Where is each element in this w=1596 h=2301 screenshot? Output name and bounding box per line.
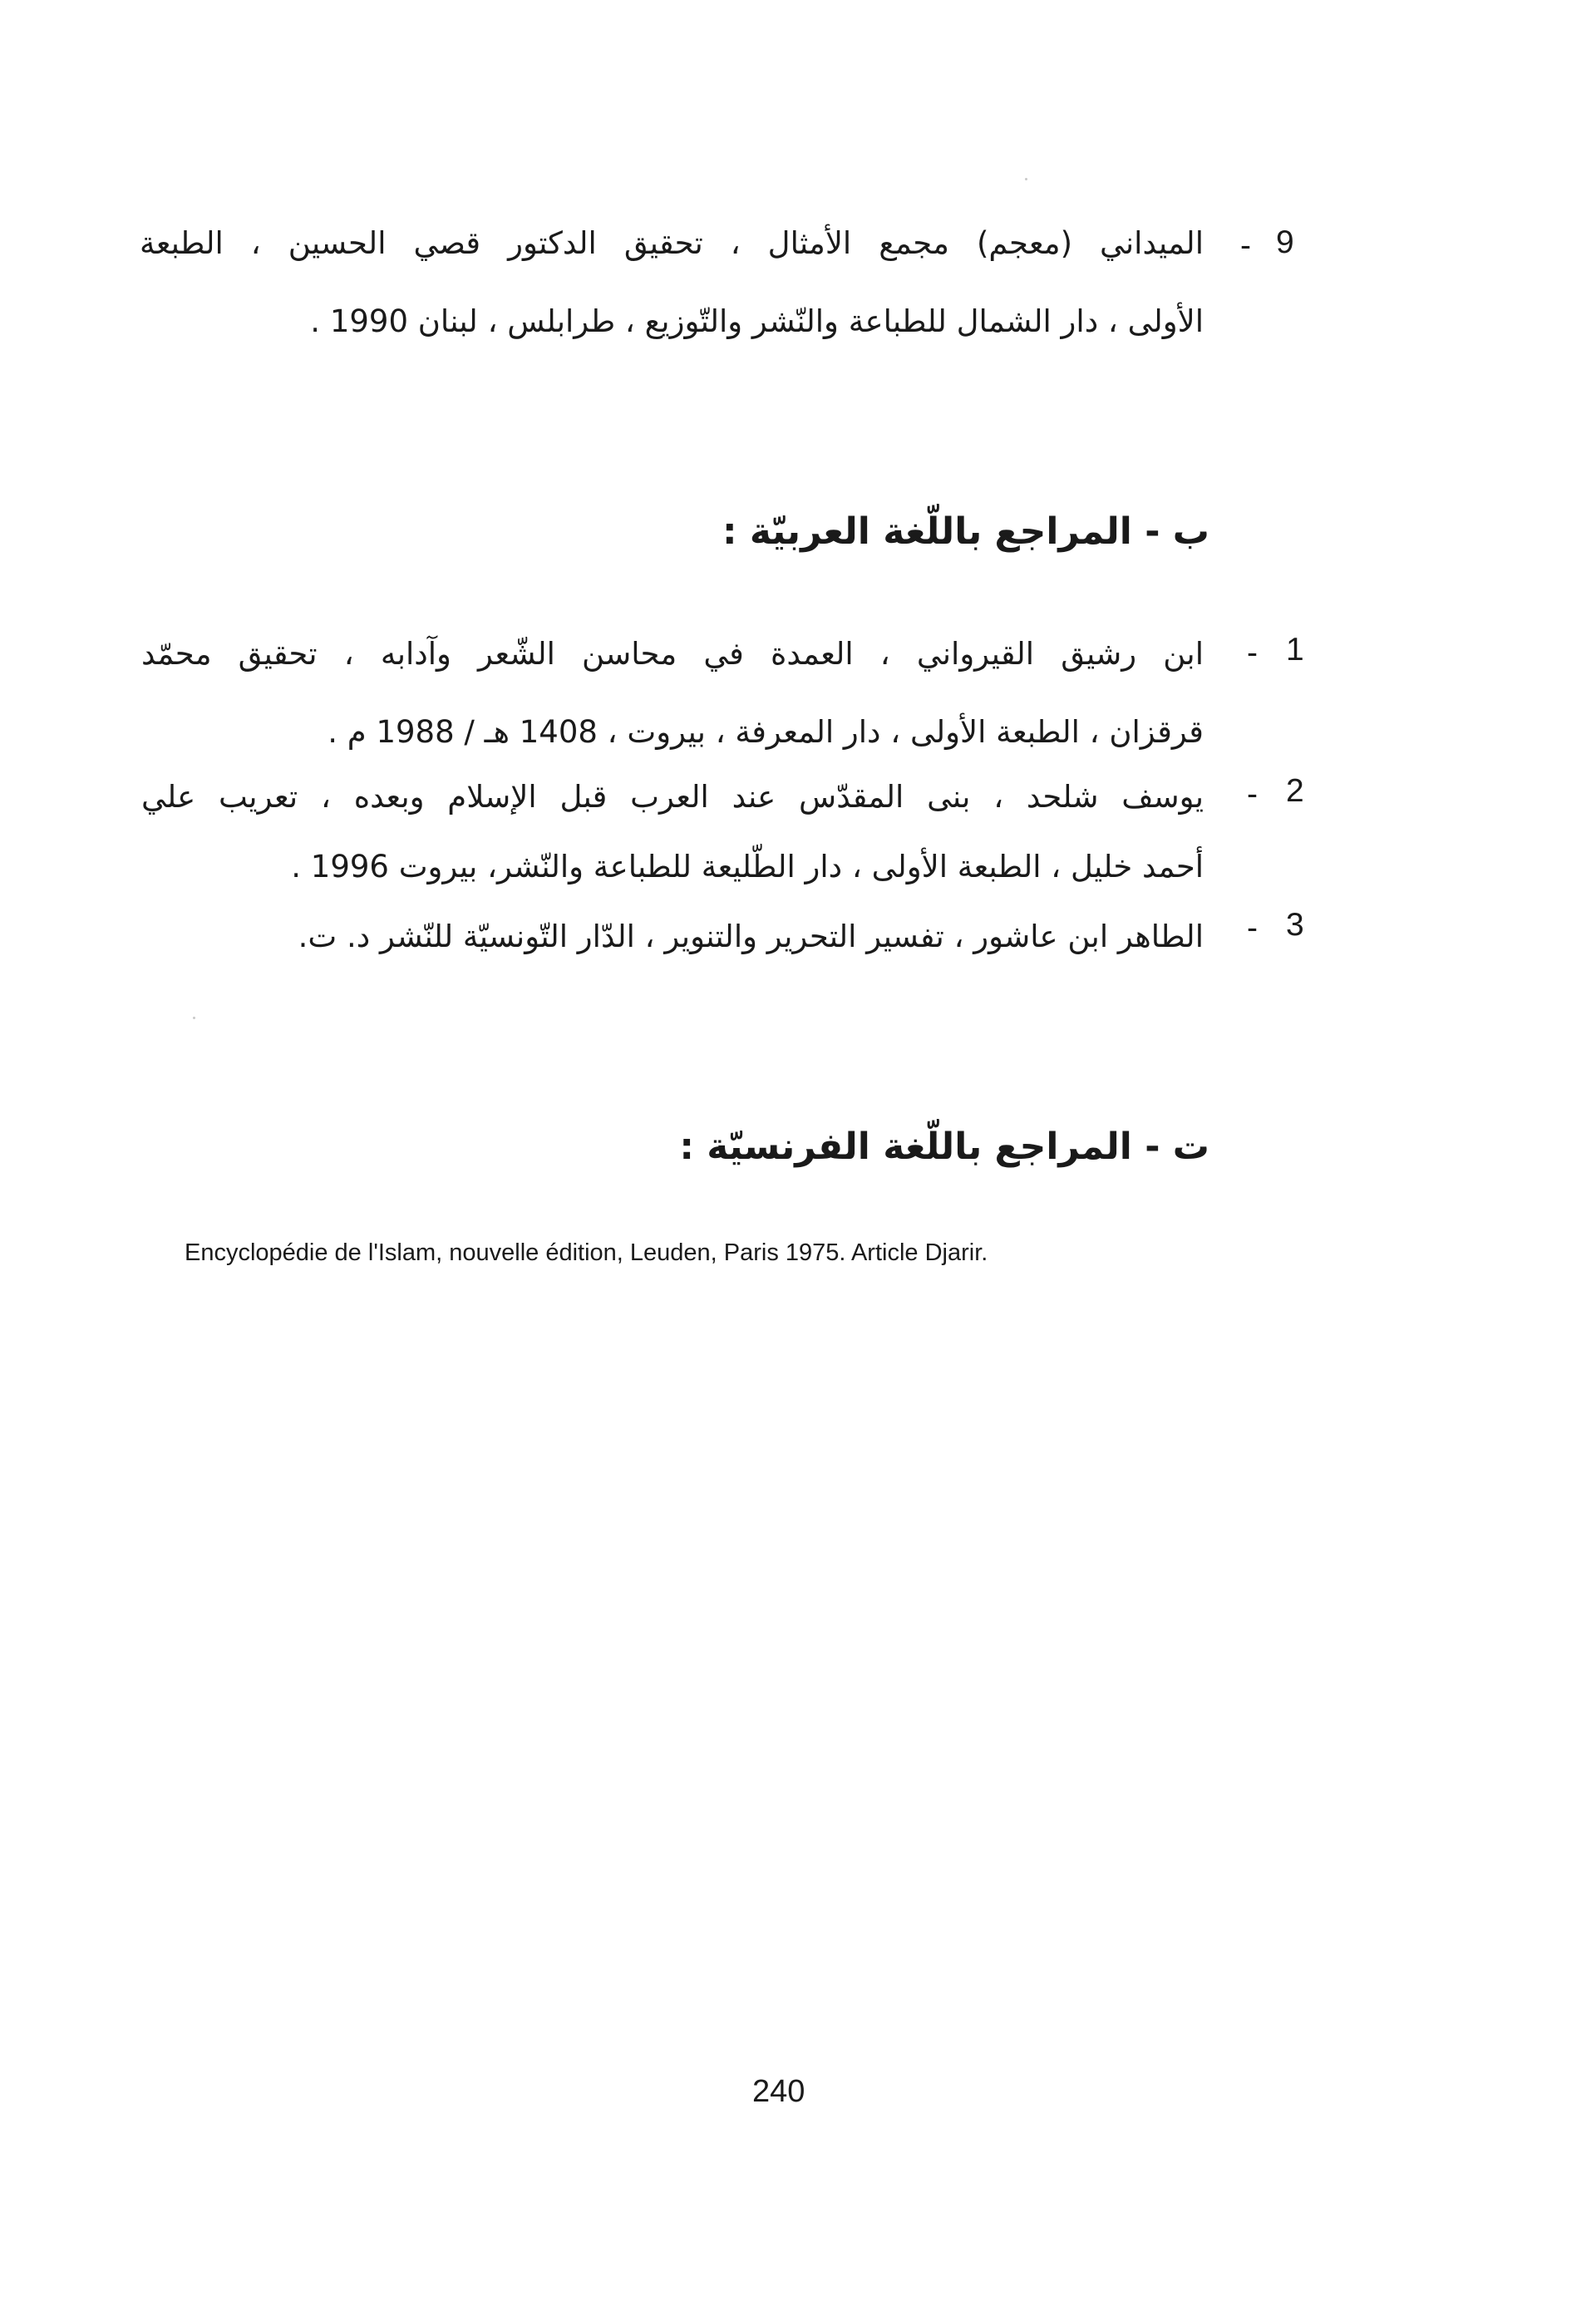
section-heading-french-references: ت - المراجع باللّغة الفرنسيّة : xyxy=(679,1126,1209,1168)
french-reference-entry: Encyclopédie de l'Islam, nouvelle édition, Leuden, Paris 1975. Article Djarir. xyxy=(185,1239,988,1266)
entry-number: 9 xyxy=(1276,224,1294,260)
entry-dash: - xyxy=(1247,910,1258,946)
entry-number: 3 xyxy=(1286,907,1304,943)
entry-number: 2 xyxy=(1286,773,1304,809)
section-heading-arabic-references: ب - المراجع باللّغة العربيّة : xyxy=(722,510,1209,553)
entry-dash: - xyxy=(1247,776,1258,812)
entry-line: الأولى ، دار الشمال للطباعة والنّشر والتّوزيع ، طرابلس ، لبنان 1990 . xyxy=(310,303,1204,339)
scan-speck xyxy=(1025,178,1027,180)
entry-line: الميداني (معجم) مجمع الأمثال ، تحقيق الدكتور قصي الحسين ، الطبعة xyxy=(140,225,1204,261)
entry-dash: - xyxy=(1240,228,1251,264)
entry-line: ابن رشيق القيرواني ، العمدة في محاسن الشّعر وآدابه ، تحقيق محمّد xyxy=(141,636,1204,672)
entry-line: قرقزان ، الطبعة الأولى ، دار المعرفة ، بيروت ، 1408 هـ / 1988 م . xyxy=(328,714,1204,750)
page-number: 240 xyxy=(752,2074,805,2109)
entry-line: الطاهر ابن عاشور ، تفسير التحرير والتنوير ، الدّار التّونسيّة للنّشر د. ت. xyxy=(298,919,1204,954)
entry-dash: - xyxy=(1247,635,1258,671)
entry-line: يوسف شلحد ، بنى المقدّس عند العرب قبل الإسلام وبعده ، تعريب علي xyxy=(141,779,1204,815)
scan-speck xyxy=(193,1017,195,1019)
entry-number: 1 xyxy=(1286,632,1304,668)
entry-line: أحمد خليل ، الطبعة الأولى ، دار الطّليعة للطباعة والنّشر، بيروت 1996 . xyxy=(291,849,1204,884)
